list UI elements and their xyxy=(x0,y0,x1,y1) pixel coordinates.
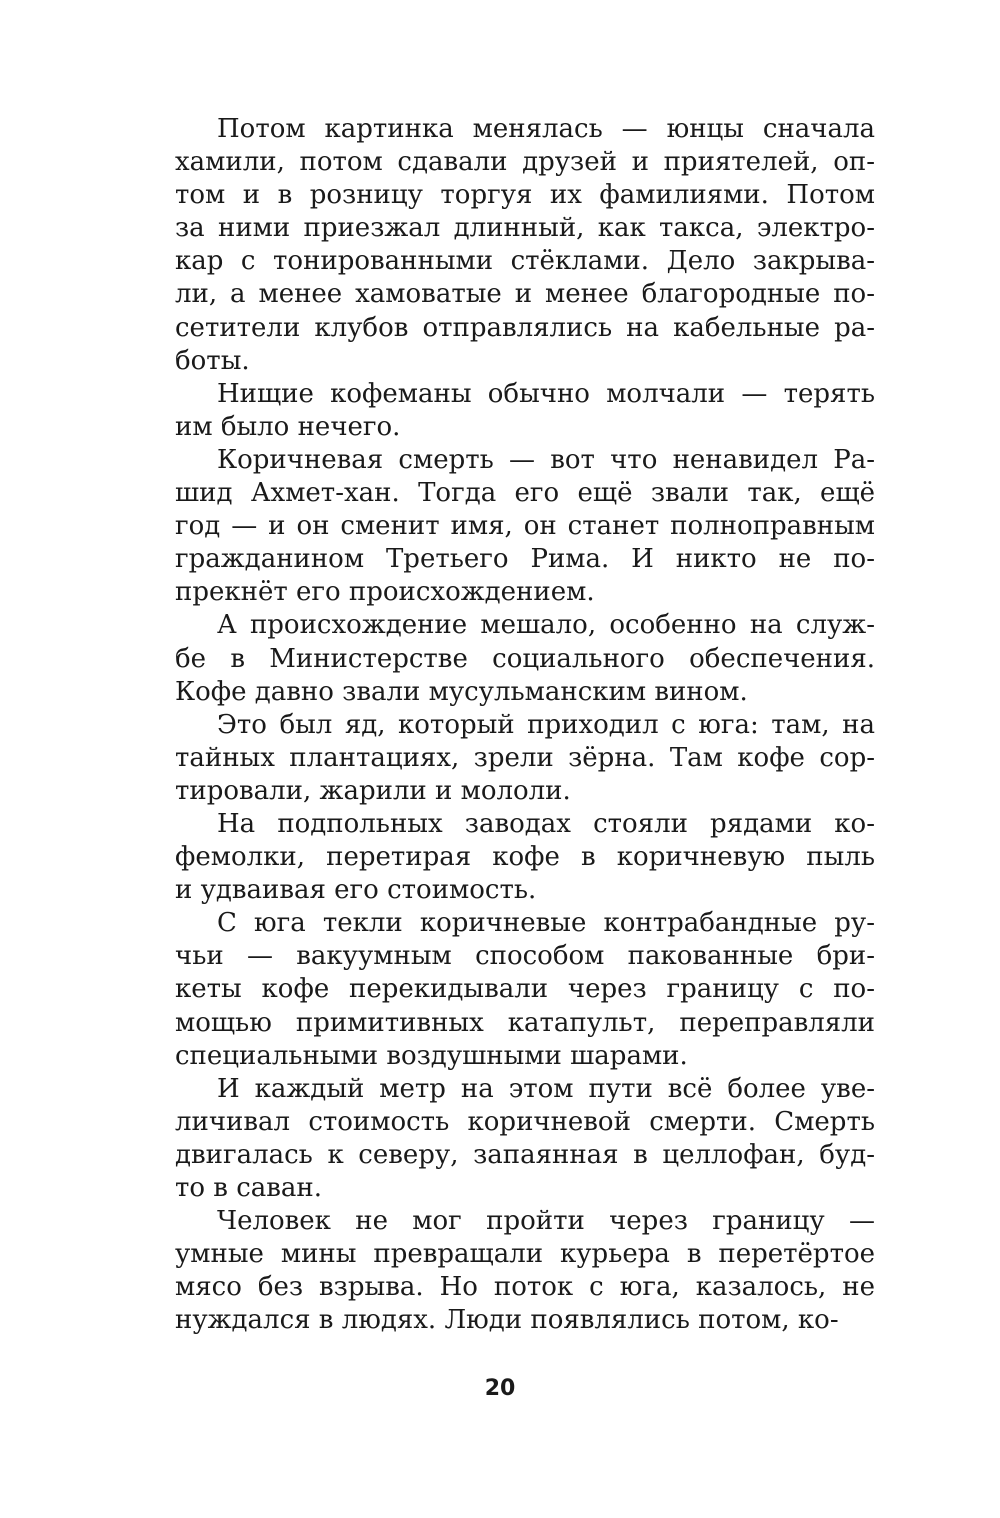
paragraph xyxy=(175,1073,875,1205)
paragraph xyxy=(175,378,875,444)
paragraph xyxy=(175,444,875,609)
text-line: нуждался в людях. Люди появлялись потом, ко- xyxy=(175,1305,839,1336)
text-line: и удваивая его стоимость. xyxy=(175,875,537,906)
text-line: Кофе давно звали мусульманским вином. xyxy=(175,676,748,707)
text-line: мощью примитивных катапульт, переправляли xyxy=(175,1007,875,1038)
text-line: тайных плантациях, зрели зёрна. Там кофе сор- xyxy=(175,742,875,773)
page-number: 20 xyxy=(484,1376,516,1401)
text-line: год — и он сменит имя, он станет полноправным xyxy=(175,511,875,542)
text-line: Нищие кофеманы обычно молчали — терять xyxy=(217,378,875,409)
paragraph xyxy=(175,709,875,808)
text-line: двигалась к северу, запаянная в целлофан, буд- xyxy=(175,1139,875,1170)
text-line: то в саван. xyxy=(175,1173,322,1203)
text-line: сетители клубов отправлялись на кабельные ра- xyxy=(175,312,875,343)
text-line: тировали, жарили и мололи. xyxy=(175,775,571,806)
paragraph xyxy=(175,1205,875,1337)
paragraph xyxy=(175,113,875,378)
text-line: Потом картинка менялась — юнцы сначала xyxy=(217,114,875,144)
text-line: бе в Министерстве социального обеспечения. xyxy=(175,643,875,674)
paragraph xyxy=(175,907,875,1072)
text-line: умные мины превращали курьера в перетёртое xyxy=(175,1239,875,1270)
text-line: хамили, потом сдавали друзей и приятелей, оп- xyxy=(175,147,875,178)
paragraph xyxy=(175,808,875,907)
text-line: ли, а менее хамоватые и менее благородные по- xyxy=(175,279,875,310)
text-line: А происхождение мешало, особенно на служ- xyxy=(217,610,875,641)
text-line: На подпольных заводах стояли рядами ко- xyxy=(217,808,875,839)
paragraph xyxy=(175,609,875,708)
text-line: фемолки, перетирая кофе в коричневую пыль xyxy=(175,842,875,873)
text-line: за ними приезжал длинный, как такса, электро- xyxy=(175,213,875,244)
text-line: кеты кофе перекидывали через границу с по- xyxy=(175,974,875,1005)
text-line: им было нечего. xyxy=(175,411,401,442)
text-line: шид Ахмет-хан. Тогда его ещё звали так, ещё xyxy=(175,478,875,509)
text-line: С юга текли коричневые контрабандные ру- xyxy=(217,908,875,939)
text-line: мясо без взрыва. Но поток с юга, казалось, не xyxy=(175,1272,875,1303)
text-line: Коричневая смерть — вот что ненавидел Ра- xyxy=(217,444,875,475)
text-line: гражданином Третьего Рима. И никто не по- xyxy=(175,544,875,575)
body-text xyxy=(175,113,875,1337)
text-line: Человек не мог пройти через границу — xyxy=(217,1206,875,1237)
text-line: чьи — вакуумным способом пакованные бри- xyxy=(175,941,875,972)
text-line: специальными воздушными шарами. xyxy=(175,1040,688,1071)
text-line: кар с тонированными стёклами. Дело закрыва- xyxy=(175,246,875,277)
text-line: том и в розницу торгуя их фамилиями. Потом xyxy=(175,180,875,211)
text-line: прекнёт его происхождением. xyxy=(175,577,595,608)
text-line: боты. xyxy=(175,345,250,376)
text-line: И каждый метр на этом пути всё более уве- xyxy=(217,1073,875,1104)
text-line: Это был яд, который приходил с юга: там, на xyxy=(217,709,875,740)
text-line: личивал стоимость коричневой смерти. Смерть xyxy=(175,1106,875,1137)
